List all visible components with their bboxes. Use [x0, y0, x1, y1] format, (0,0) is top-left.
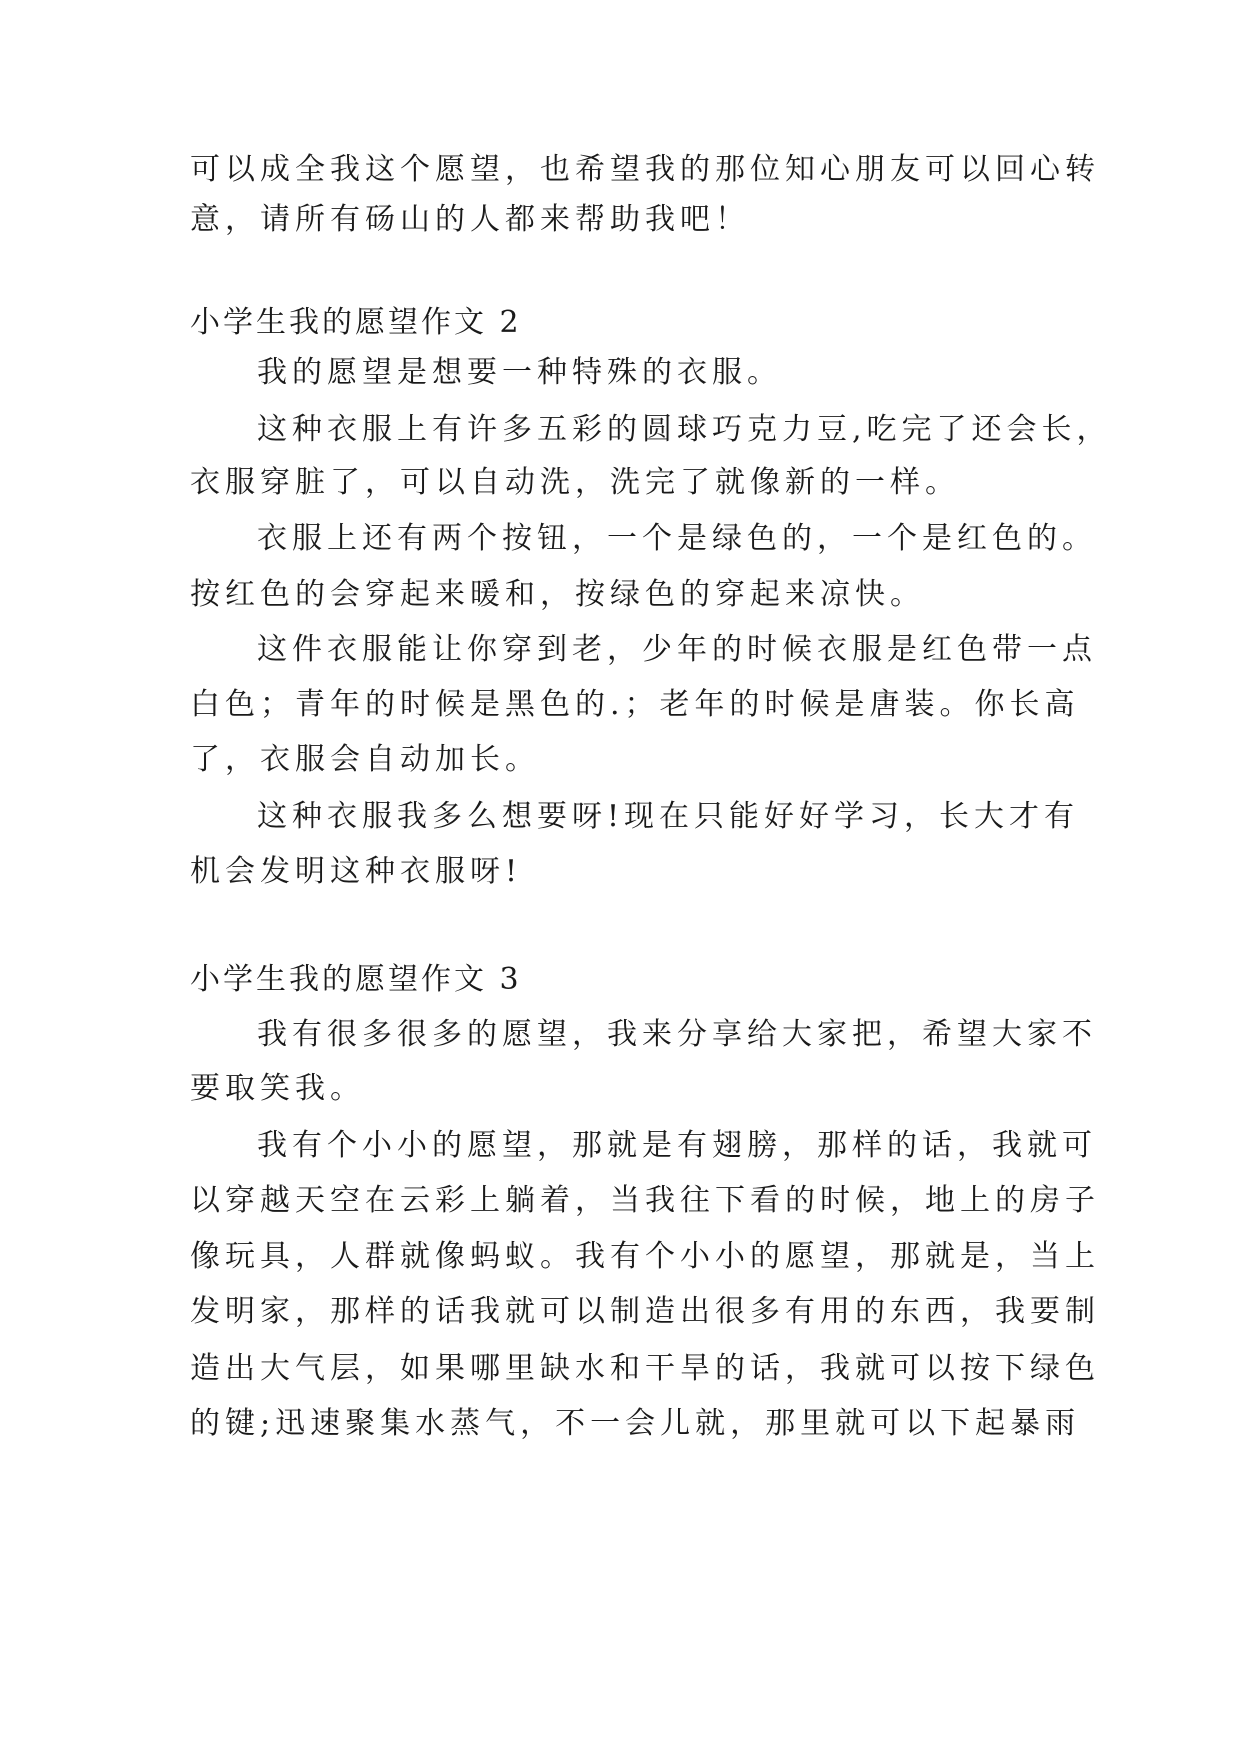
paragraph-line: 这件衣服能让你穿到老，少年的时候衣服是红色带一点	[257, 632, 1097, 667]
paragraph-line: 白色；青年的时候是黑色的.；老年的时候是唐装。你长高	[190, 687, 1080, 722]
paragraph-line: 发明家，那样的话我就可以制造出很多有用的东西，我要制	[190, 1294, 1100, 1329]
paragraph-line: 要取笑我。	[190, 1071, 365, 1106]
paragraph-line: 了，衣服会自动加长。	[190, 742, 540, 777]
paragraph-line: 可以成全我这个愿望，也希望我的那位知心朋友可以回心转	[190, 152, 1100, 187]
paragraph-line: 衣服上还有两个按钮，一个是绿色的，一个是红色的。	[257, 521, 1097, 556]
paragraph-line: 按红色的会穿起来暖和，按绿色的穿起来凉快。	[190, 577, 925, 612]
paragraph-line: 的键;迅速聚集水蒸气，不一会儿就，那里就可以下起暴雨	[190, 1406, 1081, 1441]
paragraph-line: 意，请所有砀山的人都来帮助我吧！	[190, 202, 750, 237]
section-heading-2: 小学生我的愿望作文 2	[190, 305, 522, 340]
paragraph-line: 衣服穿脏了，可以自动洗，洗完了就像新的一样。	[190, 465, 960, 500]
paragraph-line: 机会发明这种衣服呀!	[190, 854, 523, 889]
section-heading-3: 小学生我的愿望作文 3	[190, 962, 522, 997]
paragraph-line: 以穿越天空在云彩上躺着，当我往下看的时候，地上的房子	[190, 1183, 1100, 1218]
paragraph-line: 这种衣服我多么想要呀!现在只能好好学习，长大才有	[257, 799, 1080, 834]
paragraph-line: 像玩具，人群就像蚂蚁。我有个小小的愿望，那就是，当上	[190, 1239, 1100, 1274]
paragraph-line: 我的愿望是想要一种特殊的衣服。	[257, 355, 782, 390]
paragraph-line: 造出大气层，如果哪里缺水和干旱的话，我就可以按下绿色	[190, 1351, 1100, 1386]
paragraph-line: 我有个小小的愿望，那就是有翅膀，那样的话，我就可	[257, 1128, 1097, 1163]
paragraph-line: 这种衣服上有许多五彩的圆球巧克力豆,吃完了还会长，	[257, 412, 1112, 447]
paragraph-line: 我有很多很多的愿望，我来分享给大家把，希望大家不	[257, 1017, 1097, 1052]
